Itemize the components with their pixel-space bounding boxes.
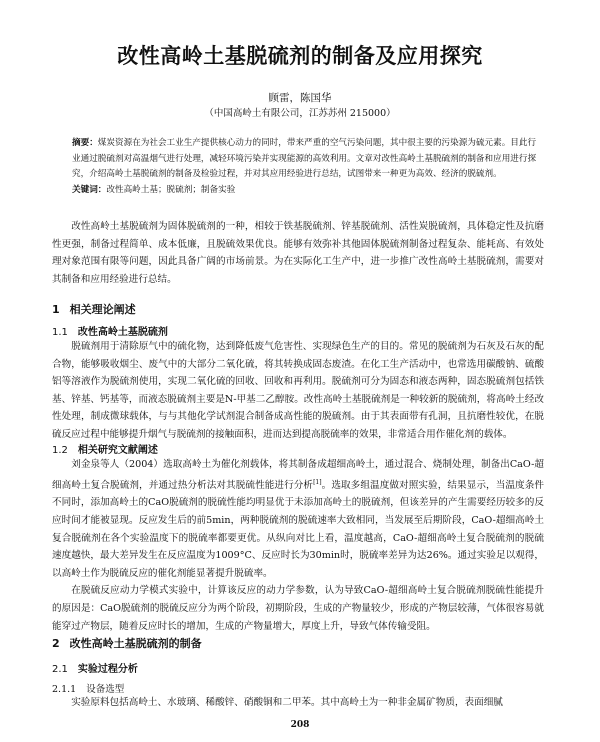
affiliation: （中国高岭土有限公司，江苏苏州 215000） [204, 108, 396, 119]
section-title: 设备选型 [86, 684, 125, 695]
keywords-label: 关键词： [72, 185, 107, 195]
section-number: 1.1 [52, 327, 68, 338]
section-title: 改性高岭土基脱硫剂 [77, 327, 168, 338]
page-title: 改性高岭土基脱硫剂的制备及应用探究 [117, 44, 483, 68]
section-2-1-1-body [52, 694, 544, 712]
section-1-heading [52, 301, 136, 317]
paragraph: 脱硫剂用于清除原气中的硫化物，达到降低废气危害性、实现绿色生产的目的。常见的脱硫剂为石灰及石灰的配合物，能够吸收烟尘、废气中的大部分二氧化硫，将其转换成固态废渣。在化工生产活动中，也常选用碳酸钠、硫酸铝等溶液作为脱硫剂使用，实现二氧化硫的回收、回收和再利用。脱硫剂可分为固态和液态两种，固态脱硫剂包括铁基、锌基、钙基等，而液态脱硫剂主要是N-甲基二乙醇胺。改性高岭土基脱硫剂是一种较新的脱硫剂，将高岭土经改性处理，制成微球载体，与与其他化学试剂混合制备成高性能的脱硫剂。由于其表面带有孔洞，且抗磨性较优，在脱硫反应过程中能够提升烟气与脱硫剂的接触面积，进而达到提高脱硫率的效果，非常适合用作催化剂的载体。 [52, 341, 544, 440]
authors: 顾雷，陈国华 [268, 92, 332, 104]
section-1-2-heading [52, 441, 158, 456]
paragraph-part: 。选取多组温度做对照实验，结果显示，当温度条件不同时，添加高岭土的CaO脱硫剂的脱硫性能均明显优于未添加高岭土的脱硫剂，但该差异的产生需要经历较多的反应时间才能被显现。反应发生后的前5min，两种脱硫剂的脱硫速率大致相同，当发展至后期阶段，CaO-超细高岭土复合脱硫剂在各个实验温度下的脱硫率都要更优。从纵向对比上看，温度越高，CaO-超细高岭土复合脱硫剂的脱硫速度越快，最大差异发生在反应温度为1009°C、反应时长为30min时，脱硫率差异为达26%。通过实验足以观得，以高岭土作为脱硫反应的催化剂能显著提升脱硫率。 [52, 479, 545, 579]
section-title: 相关理论阐述 [69, 303, 136, 316]
page-number: 208 [290, 720, 310, 730]
abstract-text: 煤炭资源在为社会工业生产提供核心动力的同时，带来严重的空气污染问题，其中很主要的污染源为硫元素。目此行业通过脱硫剂对高温烟气进行处理，减轻环境污染并实现能源的高效利用。文章对改性高岭土基脱硫剂的制备和应用进行探究，介绍高岭土基脱硫剂的制备及检验过程，并对其应用经验进行总结，试图带来一种更为高效、经济的脱硫剂。 [72, 138, 537, 179]
intro-paragraph [52, 218, 544, 288]
section-title: 实验过程分析 [77, 664, 138, 675]
paragraph: 在脱硫反应动力学模式实验中，计算该反应的动力学参数，认为导致CaO-超细高岭土复合脱硫剂脱硫性能提升的原因是：CaO脱硫剂的脱硫反应分为两个阶段，初期阶段，生成的产物量较少，形成的产物层较薄，气体很容易就能穿过产物层，随着反应时长的增加，生成的产物量增大，厚度上升，导致气体传输受阻。 [52, 585, 544, 632]
section-title: 相关研究文献阐述 [77, 445, 158, 456]
keywords [72, 183, 542, 195]
paragraph: 实验原料包括高岭土、水玻璃、稀酸锌、硝酸铜和二甲苯。其中高岭土为一种非金属矿物质，表面细腻 [71, 697, 503, 708]
paragraph [52, 456, 544, 582]
abstract-label: 摘要： [72, 138, 98, 148]
citation: [1] [313, 478, 322, 486]
paragraph-part: 刘金泉等人（2004）选取高岭土为催化剂载体，将其制备成超细高岭土，通过混合、烧制处理，制备出CaO-超细高岭土复合脱硫剂，并通过热分析法对其脱硫性能进行分析 [52, 459, 544, 491]
section-number: 2.1 [52, 664, 68, 675]
section-1-2-body [52, 456, 544, 635]
abstract [72, 136, 542, 183]
section-number: 2.1.1 [52, 684, 77, 695]
section-2-1-1-heading [52, 681, 124, 695]
section-2-1-heading [52, 660, 138, 675]
section-2-heading [52, 635, 202, 651]
keywords-text: 改性高岭土基；脱硫剂；制备实验 [106, 185, 236, 195]
section-number: 1 [52, 303, 60, 316]
section-number: 2 [52, 637, 60, 650]
section-title: 改性高岭土基脱硫剂的制备 [69, 637, 202, 650]
intro-text: 改性高岭土基脱硫剂为固体脱硫剂的一种，相较于铁基脱硫剂、锌基脱硫剂、活性炭脱硫剂，具体稳定性及抗磨性更强，制备过程简单、成本低廉，且脱硫效果优良。能够有效弥补其他固体脱硫剂制备过程复杂、能耗高、有效处理对象范围有限等问题，因此具备广阔的市场前景。为在实际化工生产中，进一步推广改性高岭土基脱硫剂，需要对其制备和应用经验进行总结。 [52, 221, 544, 285]
section-1-1-body [52, 338, 544, 444]
section-1-1-heading [52, 323, 168, 338]
section-number: 1.2 [52, 445, 68, 456]
